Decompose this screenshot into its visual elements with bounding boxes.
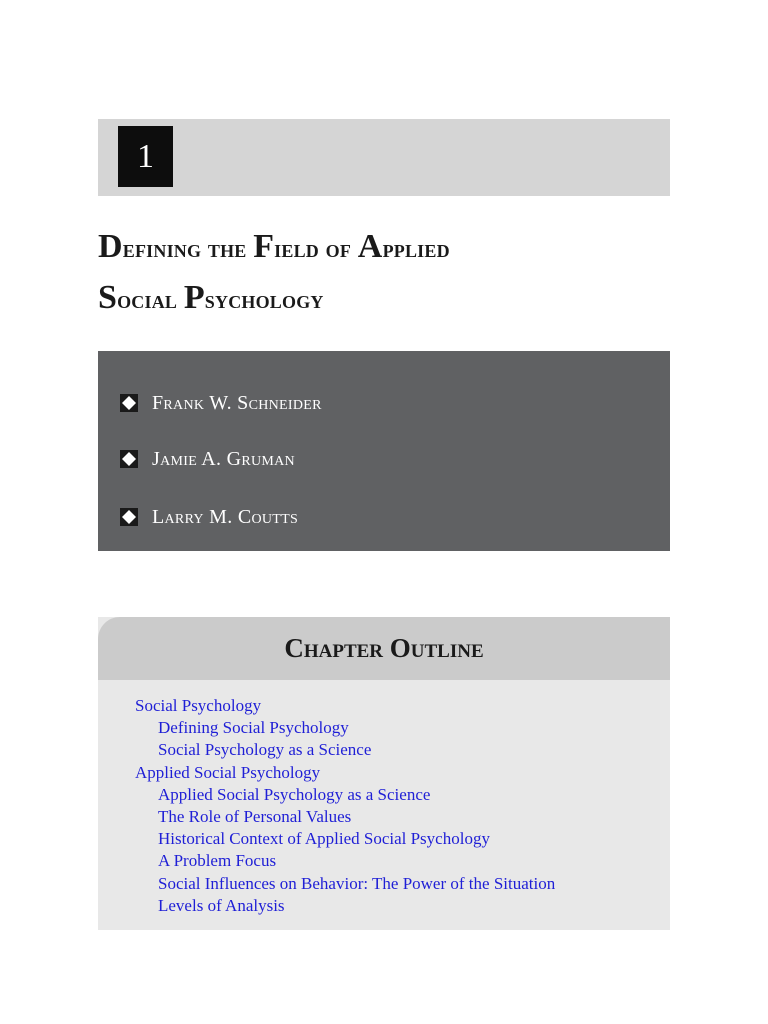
author-name: Frank W. Schneider	[152, 391, 322, 414]
author-name: Jamie A. Gruman	[152, 447, 295, 470]
chapter-outline-header	[98, 617, 670, 680]
outline-link[interactable]: The Role of Personal Values	[158, 807, 352, 827]
chapter-outline-box	[98, 617, 670, 930]
outline-link[interactable]: Levels of Analysis	[158, 895, 285, 915]
author-1	[118, 388, 322, 418]
outline-link[interactable]: Social Influences on Behavior: The Power of the Situation	[158, 873, 556, 893]
outline-link[interactable]: Applied Social Psychology	[135, 762, 321, 782]
chapter-number-band	[98, 119, 670, 196]
author-name: Larry M. Coutts	[152, 505, 299, 528]
diamond-bullet-icon	[118, 506, 140, 528]
outline-link[interactable]: A Problem Focus	[158, 851, 277, 871]
chapter-title-line-1: Defining the Field of Applied	[98, 228, 450, 265]
chapter-number: 1	[118, 126, 173, 187]
diamond-bullet-icon	[118, 448, 140, 470]
outline-link[interactable]: Historical Context of Applied Social Psychology	[158, 829, 490, 849]
outline-link[interactable]: Social Psychology	[135, 696, 262, 715]
outline-link[interactable]: Applied Social Psychology as a Science	[158, 784, 431, 804]
diamond-bullet-icon	[118, 392, 140, 414]
author-3	[118, 502, 298, 532]
outline-link[interactable]: Defining Social Psychology	[158, 718, 349, 738]
chapter-outline-heading: Chapter Outline	[284, 633, 484, 663]
chapter-title-line-2: Social Psychology	[98, 279, 324, 316]
chapter-outline-list	[135, 695, 555, 917]
author-2	[118, 444, 295, 474]
chapter-title	[98, 222, 698, 324]
outline-link[interactable]: Social Psychology as a Science	[158, 740, 372, 760]
authors-panel	[98, 351, 670, 551]
